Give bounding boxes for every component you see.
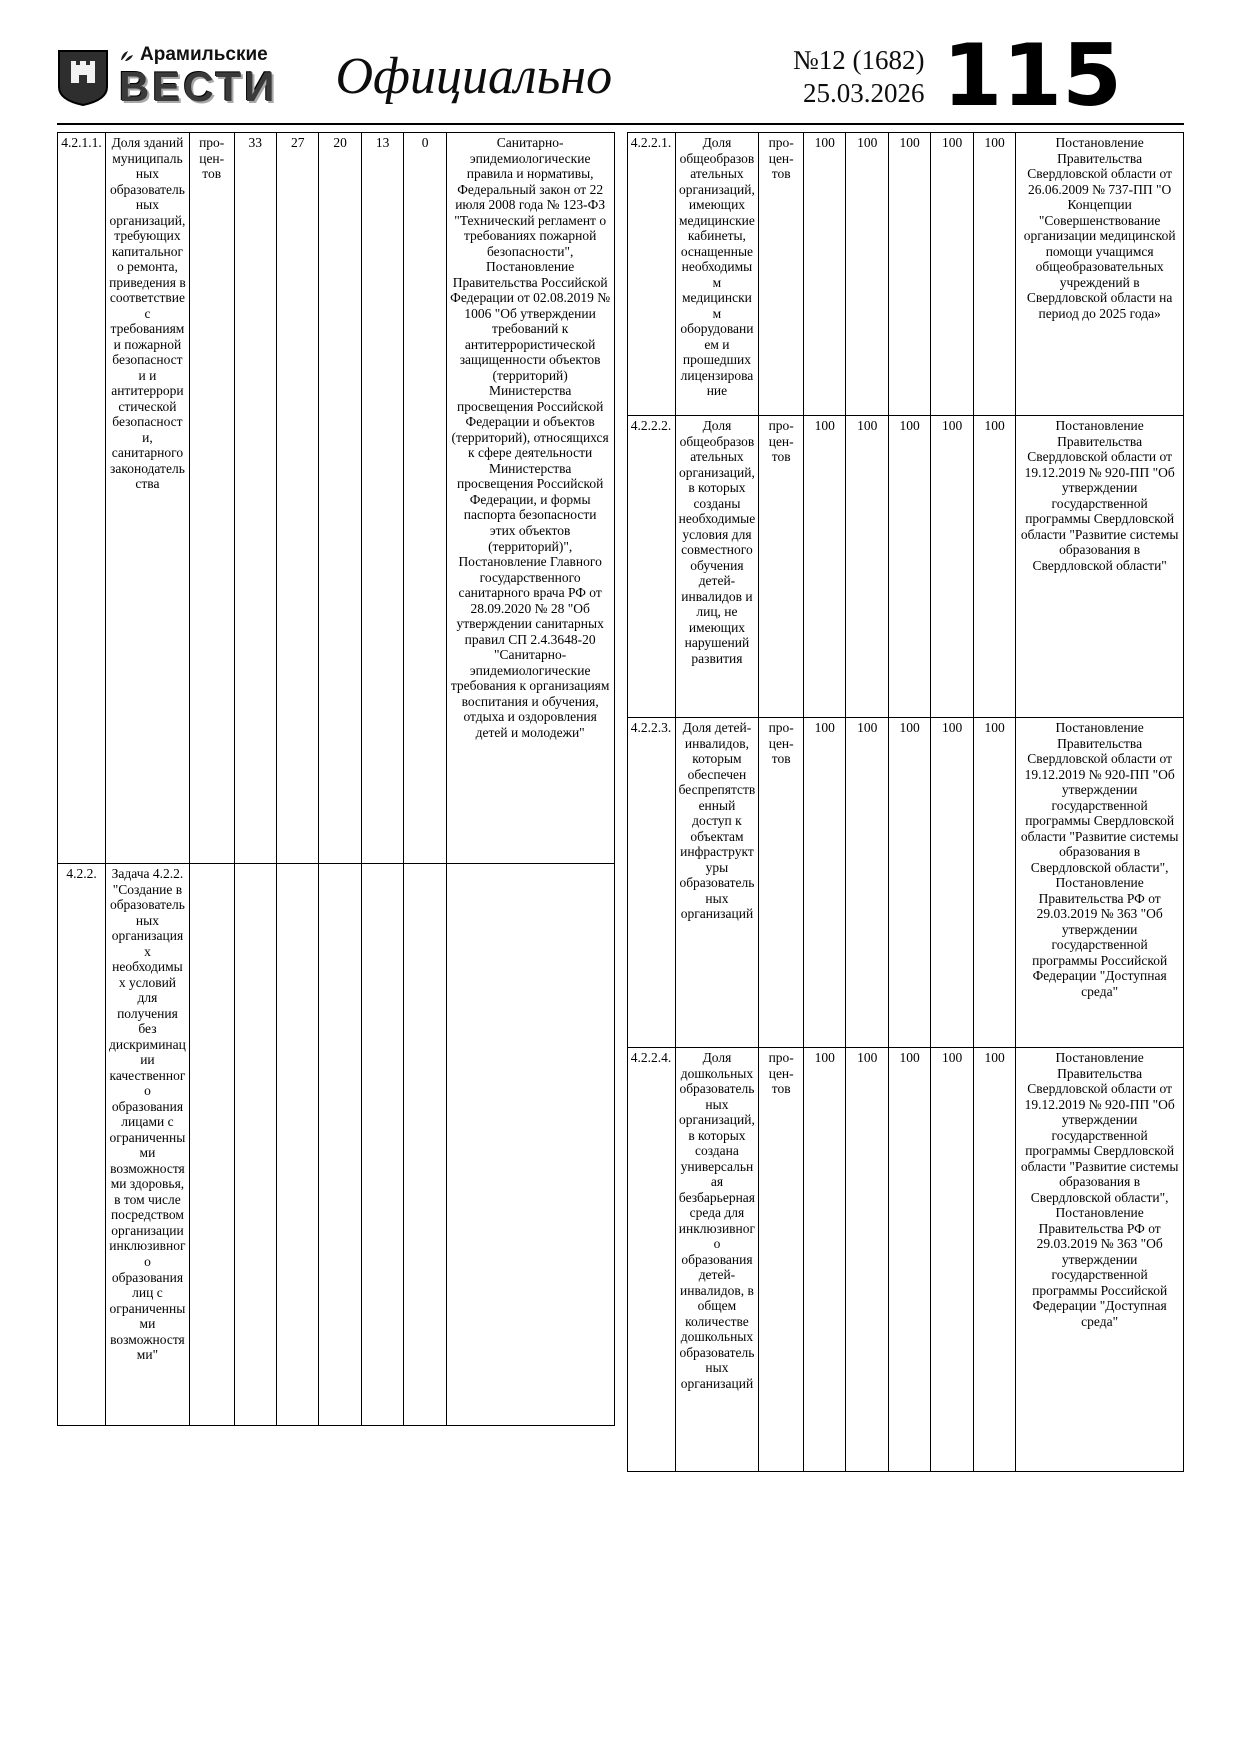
basis-cell: Постановление Правительства Свердловской области от 19.12.2019 № 920-ПП "Об утверждении государственной программы Свердловской области "Развитие системы образования в Свердловской области", Постановление Правительства РФ от 29.03.2019 № 363 "Об утверждении государственной программы Российской Федерации "Доступная среда": [1016, 1048, 1184, 1472]
basis-cell: Постановление Правительства Свердловской области от 19.12.2019 № 920-ПП "Об утверждении государственной программы Свердловской области "Развитие системы образования в Свердловской области": [1016, 416, 1184, 718]
value-cell: 100: [973, 133, 1015, 416]
indicator-id-cell: 4.2.2.1.: [627, 133, 675, 416]
table-row: [627, 133, 1184, 416]
unit-cell: про-цен-тов: [759, 1048, 804, 1472]
indicator-id-cell: 4.2.2.2.: [627, 416, 675, 718]
brand-text: [119, 44, 278, 111]
table-row: [627, 416, 1184, 718]
indicator-name-cell: Задача 4.2.2. "Создание в образовательных организациях необходимых условий для получения без дискриминации качественного образования лицами с ограниченными возможностями здоровья, в том числе посредством организации инклюзивного образования лиц с ограниченными возможностями": [106, 864, 190, 1426]
value-cell: 100: [931, 416, 973, 718]
value-cell: 100: [846, 133, 888, 416]
right-column: [627, 132, 1185, 1472]
value-cell: 33: [234, 133, 276, 864]
table-row: [627, 1048, 1184, 1472]
left-column: [57, 132, 615, 1426]
basis-cell: Санитарно-эпидемиологические правила и нормативы, Федеральный закон от 22 июля 2008 года № 123-ФЗ "Технический регламент о требованиях пожарной безопасности", Постановление Правительства Российской Федерации от 02.08.2019 № 1006 "Об утверждении требований к антитеррористической защищенности объектов (территорий) Министерства просвещения Российской Федерации и объектов (территорий), относящихся к сфере деятельности Министерства просвещения Российской Федерации, и формы паспорта безопасности этих объектов (территорий)", Постановление Главного государственного санитарного врача РФ от 28.09.2020 № 28 "Об утверждении санитарных правил СП 2.4.3648-20 "Санитарно-эпидемиологические требования к организациям воспитания и обучения, отдыха и оздоровления детей и молодежи": [446, 133, 614, 864]
value-cell: 20: [319, 133, 361, 864]
indicator-id-cell: 4.2.2.4.: [627, 1048, 675, 1472]
table-row: [58, 864, 615, 1426]
masthead: [57, 26, 1184, 126]
table-row: [627, 718, 1184, 1048]
unit-cell: про-цен-тов: [759, 133, 804, 416]
value-cell: 100: [888, 1048, 930, 1472]
value-cell: 100: [931, 133, 973, 416]
issue-date: 25.03.2026: [802, 77, 925, 108]
value-cell: 100: [846, 416, 888, 718]
page-number: 115: [942, 26, 1122, 126]
basis-cell: Постановление Правительства Свердловской области от 26.06.2009 № 737-ПП "О Концепции "Совершенствование организации медицинской помощи учащимся общеобразовательных учреждений в Свердловской области на период до 2025 года»: [1016, 133, 1184, 416]
value-cell: 100: [931, 718, 973, 1048]
unit-cell: про-цен-тов: [759, 416, 804, 718]
content-columns: [57, 132, 1184, 1472]
city-crest-icon: [57, 47, 109, 107]
brand-top-line: [119, 45, 277, 64]
value-cell: [319, 864, 361, 1426]
brand-name: ВЕСТИ: [119, 63, 278, 111]
value-cell: 13: [361, 133, 403, 864]
indicator-id-cell: 4.2.2.: [58, 864, 106, 1426]
value-cell: 100: [804, 416, 846, 718]
value-cell: [361, 864, 403, 1426]
indicator-name-cell: Доля дошкольных образовательных организаций, в которых создана универсальная безбарьерная среда для инклюзивного образования детей-инвалидов, в общем количестве дошкольных образовательных организаций: [675, 1048, 759, 1472]
value-cell: 100: [888, 718, 930, 1048]
indicator-name-cell: Доля зданий муниципальных образовательных организаций, требующих капитального ремонта, приведения в соответствие с требованиями пожарной безопасности и антитеррористической безопасности, санитарного законодательства: [106, 133, 190, 864]
value-cell: 100: [888, 133, 930, 416]
unit-cell: [189, 864, 234, 1426]
table-row: [58, 133, 615, 864]
indicator-name-cell: Доля общеобразовательных организаций, имеющих медицинские кабинеты, оснащенные необходимым медицинским оборудованием и прошедших лицензирование: [675, 133, 759, 416]
indicator-id-cell: 4.2.1.1.: [58, 133, 106, 864]
value-cell: [404, 864, 446, 1426]
left-table: [57, 132, 615, 1426]
value-cell: 27: [276, 133, 318, 864]
value-cell: 100: [888, 416, 930, 718]
leaf-icon: [119, 47, 135, 63]
value-cell: 100: [846, 718, 888, 1048]
section-title: Официально: [335, 48, 613, 106]
value-cell: 0: [404, 133, 446, 864]
indicator-id-cell: 4.2.2.3.: [627, 718, 675, 1048]
basis-cell: Постановление Правительства Свердловской области от 19.12.2019 № 920-ПП "Об утверждении государственной программы Свердловской области "Развитие системы образования в Свердловской области", Постановление Правительства РФ от 29.03.2019 № 363 "Об утверждении государственной программы Российской Федерации "Доступная среда": [1016, 718, 1184, 1048]
value-cell: 100: [931, 1048, 973, 1472]
value-cell: 100: [973, 1048, 1015, 1472]
value-cell: 100: [804, 133, 846, 416]
value-cell: 100: [804, 1048, 846, 1472]
value-cell: 100: [846, 1048, 888, 1472]
value-cell: 100: [973, 416, 1015, 718]
basis-cell: [446, 864, 614, 1426]
value-cell: 100: [804, 718, 846, 1048]
indicator-name-cell: Доля детей-инвалидов, которым обеспечен беспрепятственный доступ к объектам инфраструктуры образовательных организаций: [675, 718, 759, 1048]
issue-block: [793, 44, 925, 109]
value-cell: [276, 864, 318, 1426]
value-cell: 100: [973, 718, 1015, 1048]
issue-number: №12 (1682): [792, 45, 925, 76]
unit-cell: про-цен-тов: [189, 133, 234, 864]
brand-city-label: Арамильские: [140, 44, 268, 66]
indicator-name-cell: Доля общеобразовательных организаций, в которых созданы необходимые условия для совместного обучения детей-инвалидов и лиц, не имеющих нарушений развития: [675, 416, 759, 718]
right-table: [627, 132, 1185, 1472]
unit-cell: про-цен-тов: [759, 718, 804, 1048]
value-cell: [234, 864, 276, 1426]
newspaper-logo: [57, 44, 278, 111]
